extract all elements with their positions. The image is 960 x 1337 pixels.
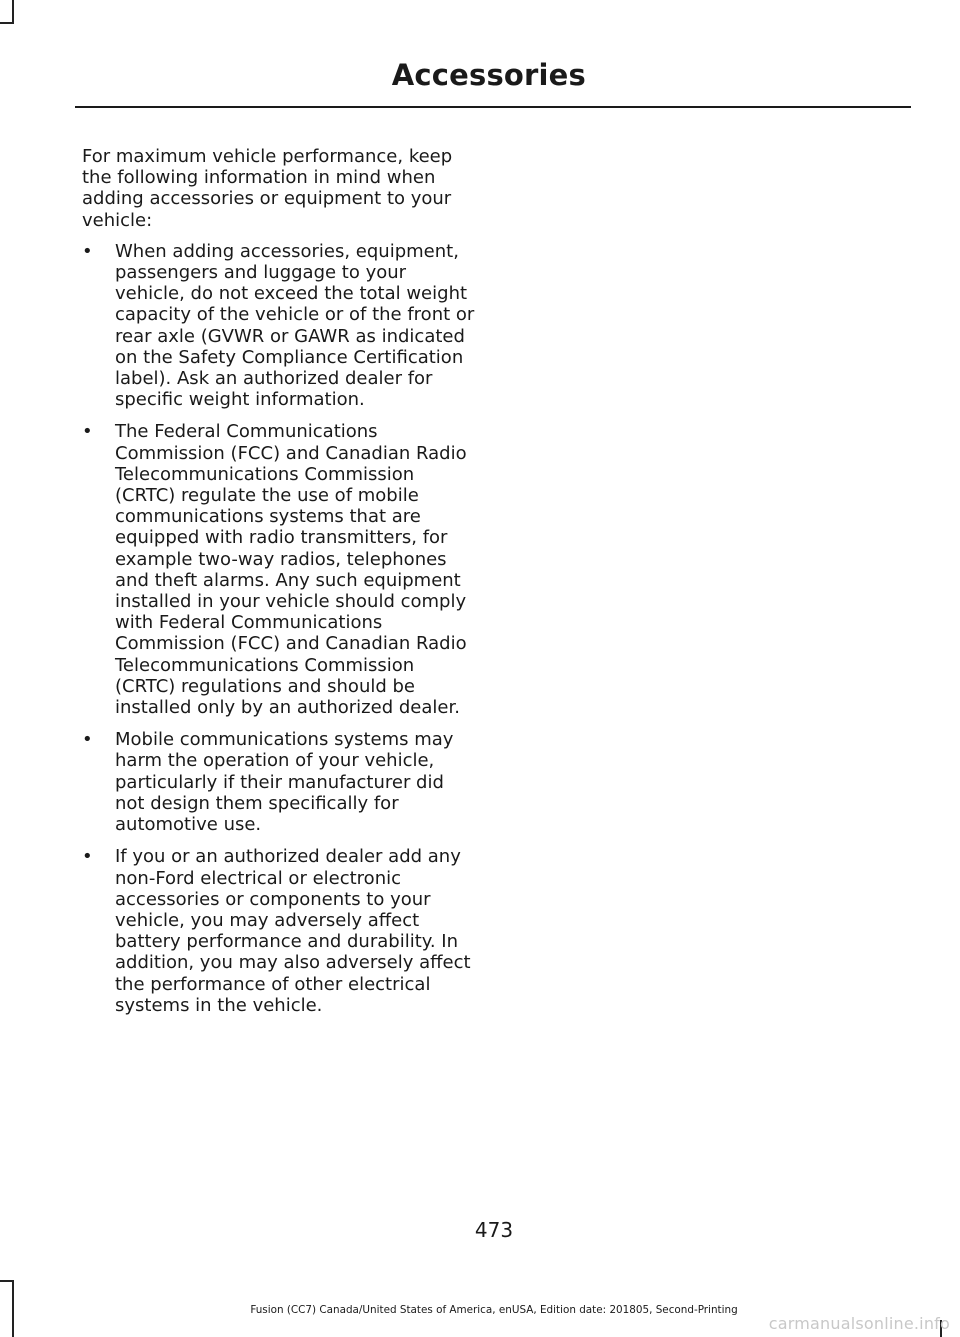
bullet-item (82, 421, 478, 718)
bullet-text: If you or an authorized dealer add any non-Ford electrical or electronic accessories or components to your vehicle, you may adversely affect battery performance and durability. In addition, you may also adversely affect the performance of other electrical systems in the vehicle. (115, 846, 471, 1016)
bullet-item (82, 846, 478, 1016)
page-number: 473 (474, 1218, 514, 1242)
watermark: carmanualsonline.info (768, 1314, 950, 1333)
intro-paragraph: For maximum vehicle performance, keep the following information in mind when adding accessories or equipment to your vehicle: (82, 146, 453, 231)
bullet-icon: • (82, 846, 93, 868)
bullet-item (82, 241, 478, 411)
footer-edition-info: Fusion (CC7) Canada/United States of America, enUSA, Edition date: 201805, Second-Printing (250, 1304, 738, 1316)
crop-mark-bottom-left-horizontal (0, 1280, 14, 1282)
crop-mark-top-left-horizontal (0, 22, 14, 24)
bullet-text: Mobile communications systems may harm the operation of your vehicle, particularly if their manufacturer did not design them specifically for automotive use. (115, 729, 454, 836)
bullet-text: When adding accessories, equipment, passengers and luggage to your vehicle, do not exceed the total weight capacity of the vehicle or of the front or rear axle (GVWR or GAWR as indicated on the Safety Compliance Certification label). Ask an authorized dealer for specific weight information. (115, 240, 475, 411)
bullet-item (82, 729, 478, 835)
bullet-icon: • (82, 240, 93, 262)
crop-mark-top-left-vertical (12, 0, 14, 22)
bullet-text: The Federal Communications Commission (FCC) and Canadian Radio Telecommunications Commission (CRTC) regulate the use of mobile communications systems that are equipped with radio transmitters, for example two-way radios, telephones and theft alarms. Any such equipment installed in your vehicle should comply with Federal Communications Commission (FCC) and Canadian Radio Telecommunications Commission (CRTC) regulations and should be installed only by an authorized dealer. (115, 421, 467, 719)
page-title: Accessories (391, 58, 586, 92)
bullet-icon: • (82, 729, 93, 751)
page-content (82, 146, 478, 1027)
bullet-list (82, 241, 478, 1016)
header-rule (75, 106, 911, 108)
bullet-icon: • (82, 421, 93, 443)
